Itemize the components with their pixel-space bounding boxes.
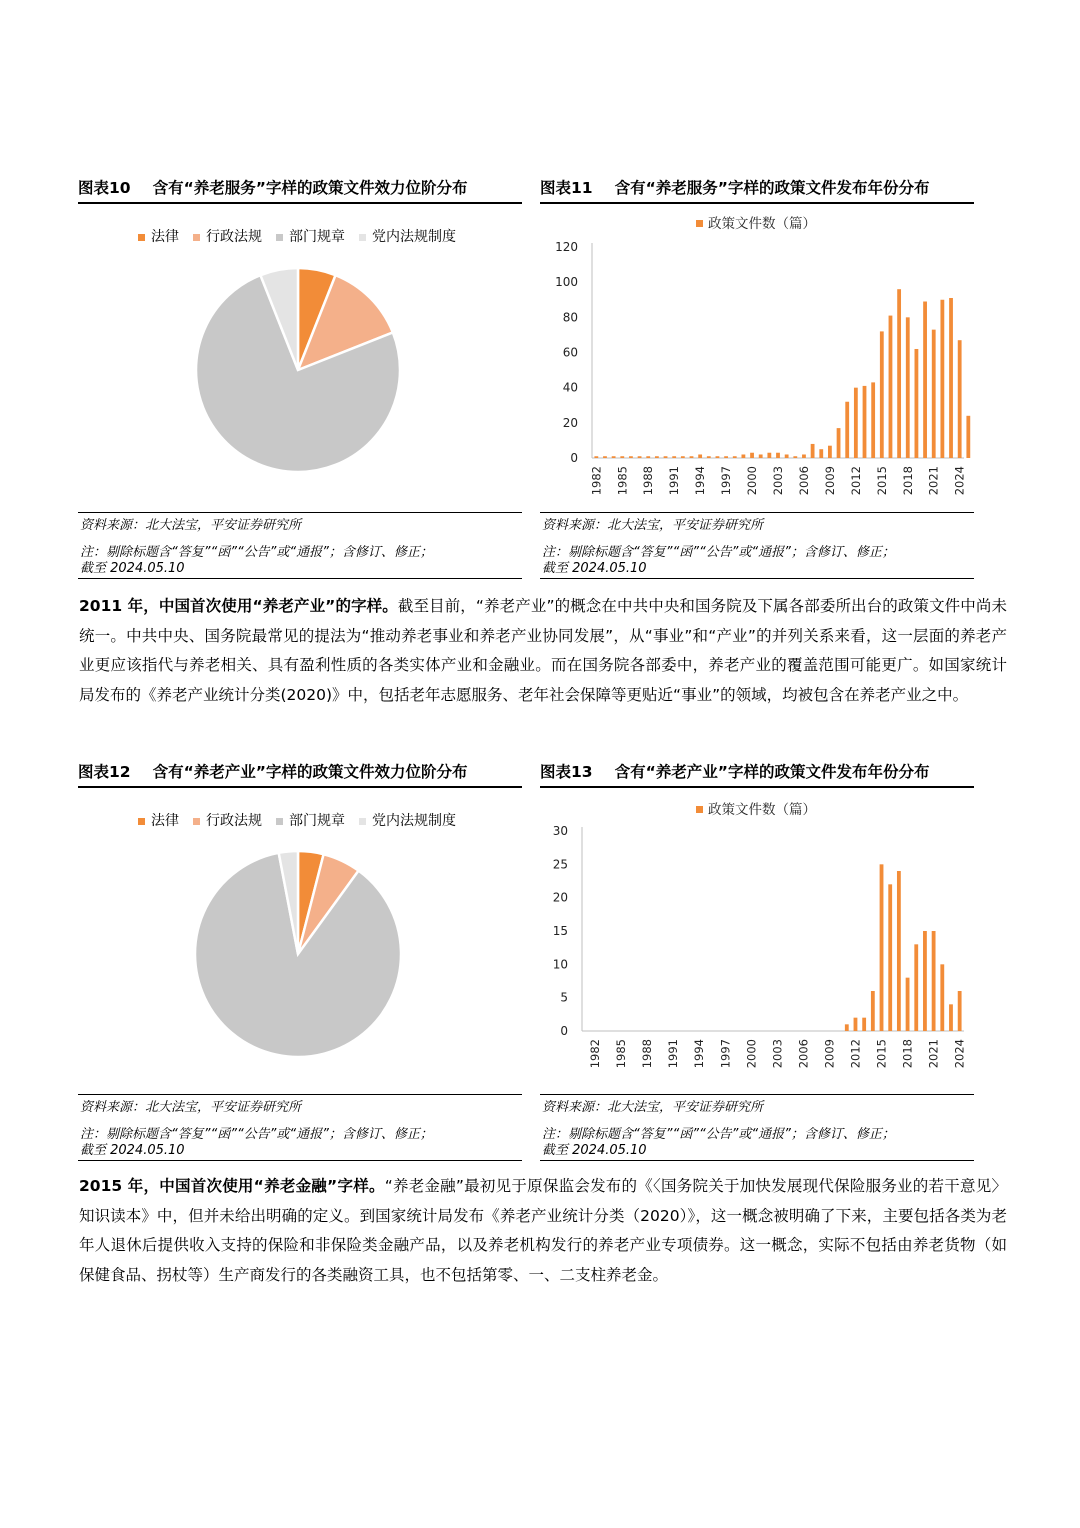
bar <box>594 456 598 458</box>
x-tick-label: 2024 <box>952 466 967 496</box>
legend-swatch <box>138 818 145 825</box>
legend-label: 党内法规制度 <box>372 813 456 829</box>
legend-swatch <box>696 806 703 813</box>
bar <box>612 456 616 458</box>
bar <box>932 931 936 1031</box>
figure-footer <box>78 1094 522 1161</box>
source-text: 资料来源：北大法宝，平安证券研究所 <box>80 518 302 533</box>
y-tick-label: 5 <box>560 990 568 1005</box>
figure-header <box>540 760 974 788</box>
bar <box>733 456 737 458</box>
y-tick-label: 40 <box>562 380 578 395</box>
bar <box>741 454 745 458</box>
pie-chart <box>78 256 522 556</box>
legend-item <box>276 226 345 246</box>
x-tick-label: 2021 <box>926 1039 941 1069</box>
bar <box>698 454 702 458</box>
body-paragraph <box>79 592 1007 710</box>
bar <box>906 317 910 458</box>
bar <box>897 871 901 1031</box>
y-tick-label: 100 <box>555 275 578 290</box>
note-line: 截至 2024.05.10 <box>80 1143 185 1158</box>
x-tick-label: 2012 <box>848 466 863 496</box>
note-line: 截至 2024.05.10 <box>80 561 185 576</box>
footer-rule <box>78 1160 522 1161</box>
bar <box>646 456 650 458</box>
legend-item <box>276 810 345 830</box>
bar <box>750 453 754 458</box>
legend-swatch <box>359 234 366 241</box>
x-tick-label: 2000 <box>745 466 760 496</box>
x-tick-label: 1997 <box>718 1039 733 1069</box>
chart-legend <box>138 226 470 246</box>
note-text <box>80 1127 524 1159</box>
bar <box>958 991 962 1031</box>
bar <box>958 340 962 458</box>
bar <box>871 991 875 1031</box>
x-tick-label: 1985 <box>614 1039 629 1069</box>
source-text: 资料来源：北大法宝，平安证券研究所 <box>542 518 764 533</box>
figure-footer <box>540 512 974 579</box>
figure-number: 图表13 <box>540 763 593 781</box>
bar <box>724 456 728 458</box>
figure-number: 图表10 <box>78 179 131 197</box>
legend-item <box>359 226 456 246</box>
note-line: 注：剔除标题含“答复”“函”“公告”或“通报”；含修订、修正； <box>80 1127 433 1142</box>
bar <box>845 1024 849 1031</box>
note-text <box>542 545 976 577</box>
x-tick-label: 2006 <box>796 466 811 496</box>
bar <box>707 456 711 458</box>
legend-label: 行政法规 <box>206 229 262 245</box>
figure-11 <box>540 176 974 580</box>
figure-13 <box>540 760 974 1162</box>
bar <box>863 386 867 458</box>
bar <box>664 456 668 458</box>
legend-label: 法律 <box>151 813 179 829</box>
y-tick-label: 15 <box>552 924 568 938</box>
bar <box>940 964 944 1031</box>
bar <box>793 456 797 458</box>
figure-header <box>78 760 522 788</box>
source-text: 资料来源：北大法宝，平安证券研究所 <box>80 1100 302 1115</box>
legend-swatch <box>276 818 283 825</box>
y-tick-label: 25 <box>552 857 568 872</box>
bar <box>845 402 849 458</box>
note-line: 截至 2024.05.10 <box>542 561 647 576</box>
bar <box>888 884 892 1031</box>
x-tick-label: 2009 <box>822 1039 837 1069</box>
x-tick-label: 1982 <box>588 1039 603 1069</box>
bar <box>854 388 858 458</box>
x-tick-label: 1991 <box>667 466 682 496</box>
bar <box>759 454 763 458</box>
note-line: 注：剔除标题含“答复”“函”“公告”或“通报”；含修订、修正； <box>80 545 433 560</box>
bar <box>655 456 659 458</box>
legend-label: 法律 <box>151 229 179 245</box>
x-tick-label: 1994 <box>692 1039 707 1069</box>
legend-item <box>138 810 179 830</box>
legend-item <box>193 810 262 830</box>
x-tick-label: 2003 <box>771 466 785 496</box>
paragraph-lead: 2011 年，中国首次使用“养老产业”的字样。 <box>79 597 398 615</box>
y-tick-label: 20 <box>552 890 568 905</box>
legend-swatch <box>696 220 703 227</box>
x-tick-label: 2018 <box>900 466 915 496</box>
chart-legend <box>138 810 470 830</box>
x-tick-label: 2006 <box>796 1039 811 1069</box>
y-tick-label: 10 <box>552 957 568 972</box>
bar <box>906 978 910 1031</box>
bar-chart <box>540 788 974 1098</box>
bar <box>681 456 685 458</box>
bar <box>672 456 676 458</box>
y-tick-label: 0 <box>560 1024 568 1038</box>
bar <box>889 316 893 458</box>
y-tick-label: 0 <box>570 451 578 465</box>
x-tick-label: 1994 <box>693 466 708 496</box>
note-line: 注：剔除标题含“答复”“函”“公告”或“通报”；含修订、修正； <box>542 545 895 560</box>
y-tick-label: 20 <box>562 415 578 430</box>
note-line: 截至 2024.05.10 <box>542 1143 647 1158</box>
legend-swatch <box>359 818 366 825</box>
legend-item <box>138 226 179 246</box>
note-text <box>80 545 524 577</box>
y-tick-label: 60 <box>562 345 578 360</box>
legend-label: 党内法规制度 <box>372 229 456 245</box>
figure-title: 含有“养老服务”字样的政策文件发布年份分布 <box>614 179 930 197</box>
footer-rule <box>540 578 974 579</box>
bar <box>862 1018 866 1031</box>
footer-rule <box>540 1160 974 1161</box>
bar <box>811 444 815 458</box>
bar <box>819 449 823 458</box>
x-tick-label: 2000 <box>744 1039 759 1069</box>
figure-header <box>78 176 522 204</box>
legend-swatch <box>193 234 200 241</box>
paragraph-lead: 2015 年，中国首次使用“养老金融”字样。 <box>79 1177 385 1195</box>
bar <box>880 331 884 458</box>
x-tick-label: 2015 <box>874 1039 889 1069</box>
bar <box>966 416 970 458</box>
bar <box>837 428 841 458</box>
bar <box>915 349 919 458</box>
x-tick-label: 2018 <box>900 1039 915 1069</box>
source-text: 资料来源：北大法宝，平安证券研究所 <box>542 1100 764 1115</box>
figure-header <box>540 176 974 204</box>
bar <box>854 1018 858 1031</box>
bar <box>716 456 720 458</box>
figure-number: 图表12 <box>78 763 131 781</box>
figure-10 <box>78 176 522 580</box>
body-paragraph <box>79 1172 1007 1290</box>
bar <box>620 456 624 458</box>
x-tick-label: 2012 <box>848 1039 863 1069</box>
x-tick-label: 1988 <box>641 466 656 496</box>
note-line: 注：剔除标题含“答复”“函”“公告”或“通报”；含修订、修正； <box>542 1127 895 1142</box>
figure-title: 含有“养老服务”字样的政策文件效力位阶分布 <box>152 179 468 197</box>
figure-number: 图表11 <box>540 179 593 197</box>
bar <box>914 944 918 1031</box>
x-tick-label: 2003 <box>770 1039 785 1069</box>
x-tick-label: 1982 <box>589 466 604 496</box>
y-tick-label: 30 <box>552 824 568 838</box>
legend-swatch <box>193 818 200 825</box>
bar <box>940 300 944 458</box>
x-tick-label: 1985 <box>615 466 630 496</box>
bar <box>932 330 936 458</box>
legend-swatch <box>138 234 145 241</box>
figure-footer <box>78 512 522 579</box>
x-tick-label: 1997 <box>719 466 734 496</box>
y-tick-label: 120 <box>555 240 578 254</box>
bar <box>923 302 927 458</box>
bar <box>828 446 832 458</box>
x-tick-label: 1988 <box>640 1039 655 1069</box>
bar <box>776 453 780 458</box>
bar <box>871 382 875 458</box>
legend-label: 部门规章 <box>289 229 345 245</box>
figure-12 <box>78 760 522 1162</box>
y-tick-label: 80 <box>562 310 578 325</box>
bar <box>638 456 642 458</box>
note-text <box>542 1127 976 1159</box>
x-tick-label: 2015 <box>874 466 889 496</box>
bar <box>603 456 607 458</box>
legend-item <box>359 810 456 830</box>
bar <box>923 931 927 1031</box>
x-tick-label: 1991 <box>666 1039 681 1069</box>
footer-rule <box>78 578 522 579</box>
legend-label: 政策文件数（篇） <box>708 802 816 818</box>
legend-item <box>193 226 262 246</box>
x-tick-label: 2009 <box>822 466 837 496</box>
legend-swatch <box>276 234 283 241</box>
x-tick-label: 2024 <box>952 1039 967 1069</box>
figure-footer <box>540 1094 974 1161</box>
bar <box>897 289 901 458</box>
bar-chart <box>540 204 974 514</box>
bar <box>629 456 633 458</box>
paragraph-text: “养老金融”最初见于原保监会发布的《〈国务院关于加快发展现代保险服务业的若干意见〉知识读本》中，但并未给出明确的定义。到国家统计局发布《养老产业统计分类（2020）》，这一概念被明确了下来，主要包括各类为老年人退休后提供收入支持的保险和非保险类金融产品，以及养老机构发行的养老产业专项债券。这一概念，实际不包括由养老货物（如保健食品、拐杖等）生产商发行的各类融资工具，也不包括第零、一、二支柱养老金。 <box>79 1177 1007 1284</box>
legend-label: 政策文件数（篇） <box>708 216 816 232</box>
figure-title: 含有“养老产业”字样的政策文件发布年份分布 <box>614 763 930 781</box>
figure-title: 含有“养老产业”字样的政策文件效力位阶分布 <box>152 763 468 781</box>
bar <box>949 298 953 458</box>
bar <box>949 1004 953 1031</box>
bar <box>802 454 806 458</box>
bar <box>690 456 694 458</box>
legend-label: 行政法规 <box>206 813 262 829</box>
bar <box>785 454 789 458</box>
legend-label: 部门规章 <box>289 813 345 829</box>
paragraph-text: 截至目前，“养老产业”的概念在中共中央和国务院及下属各部委所出台的政策文件中尚未统一。中共中央、国务院最常见的提法为“推动养老事业和养老产业协同发展”，从“事业”和“产业”的并列关系来看，这一层面的养老产业更应该指代与养老相关、具有盈利性质的各类实体产业和金融业。而在国务院各部委中，养老产业的覆盖范围可能更广。如国家统计局发布的《养老产业统计分类(2020)》中，包括老年志愿服务、老年社会保障等更贴近“事业”的领域，均被包含在养老产业之中。 <box>79 597 1007 704</box>
bar <box>767 453 771 458</box>
bar <box>880 864 884 1031</box>
x-tick-label: 2021 <box>926 466 941 496</box>
